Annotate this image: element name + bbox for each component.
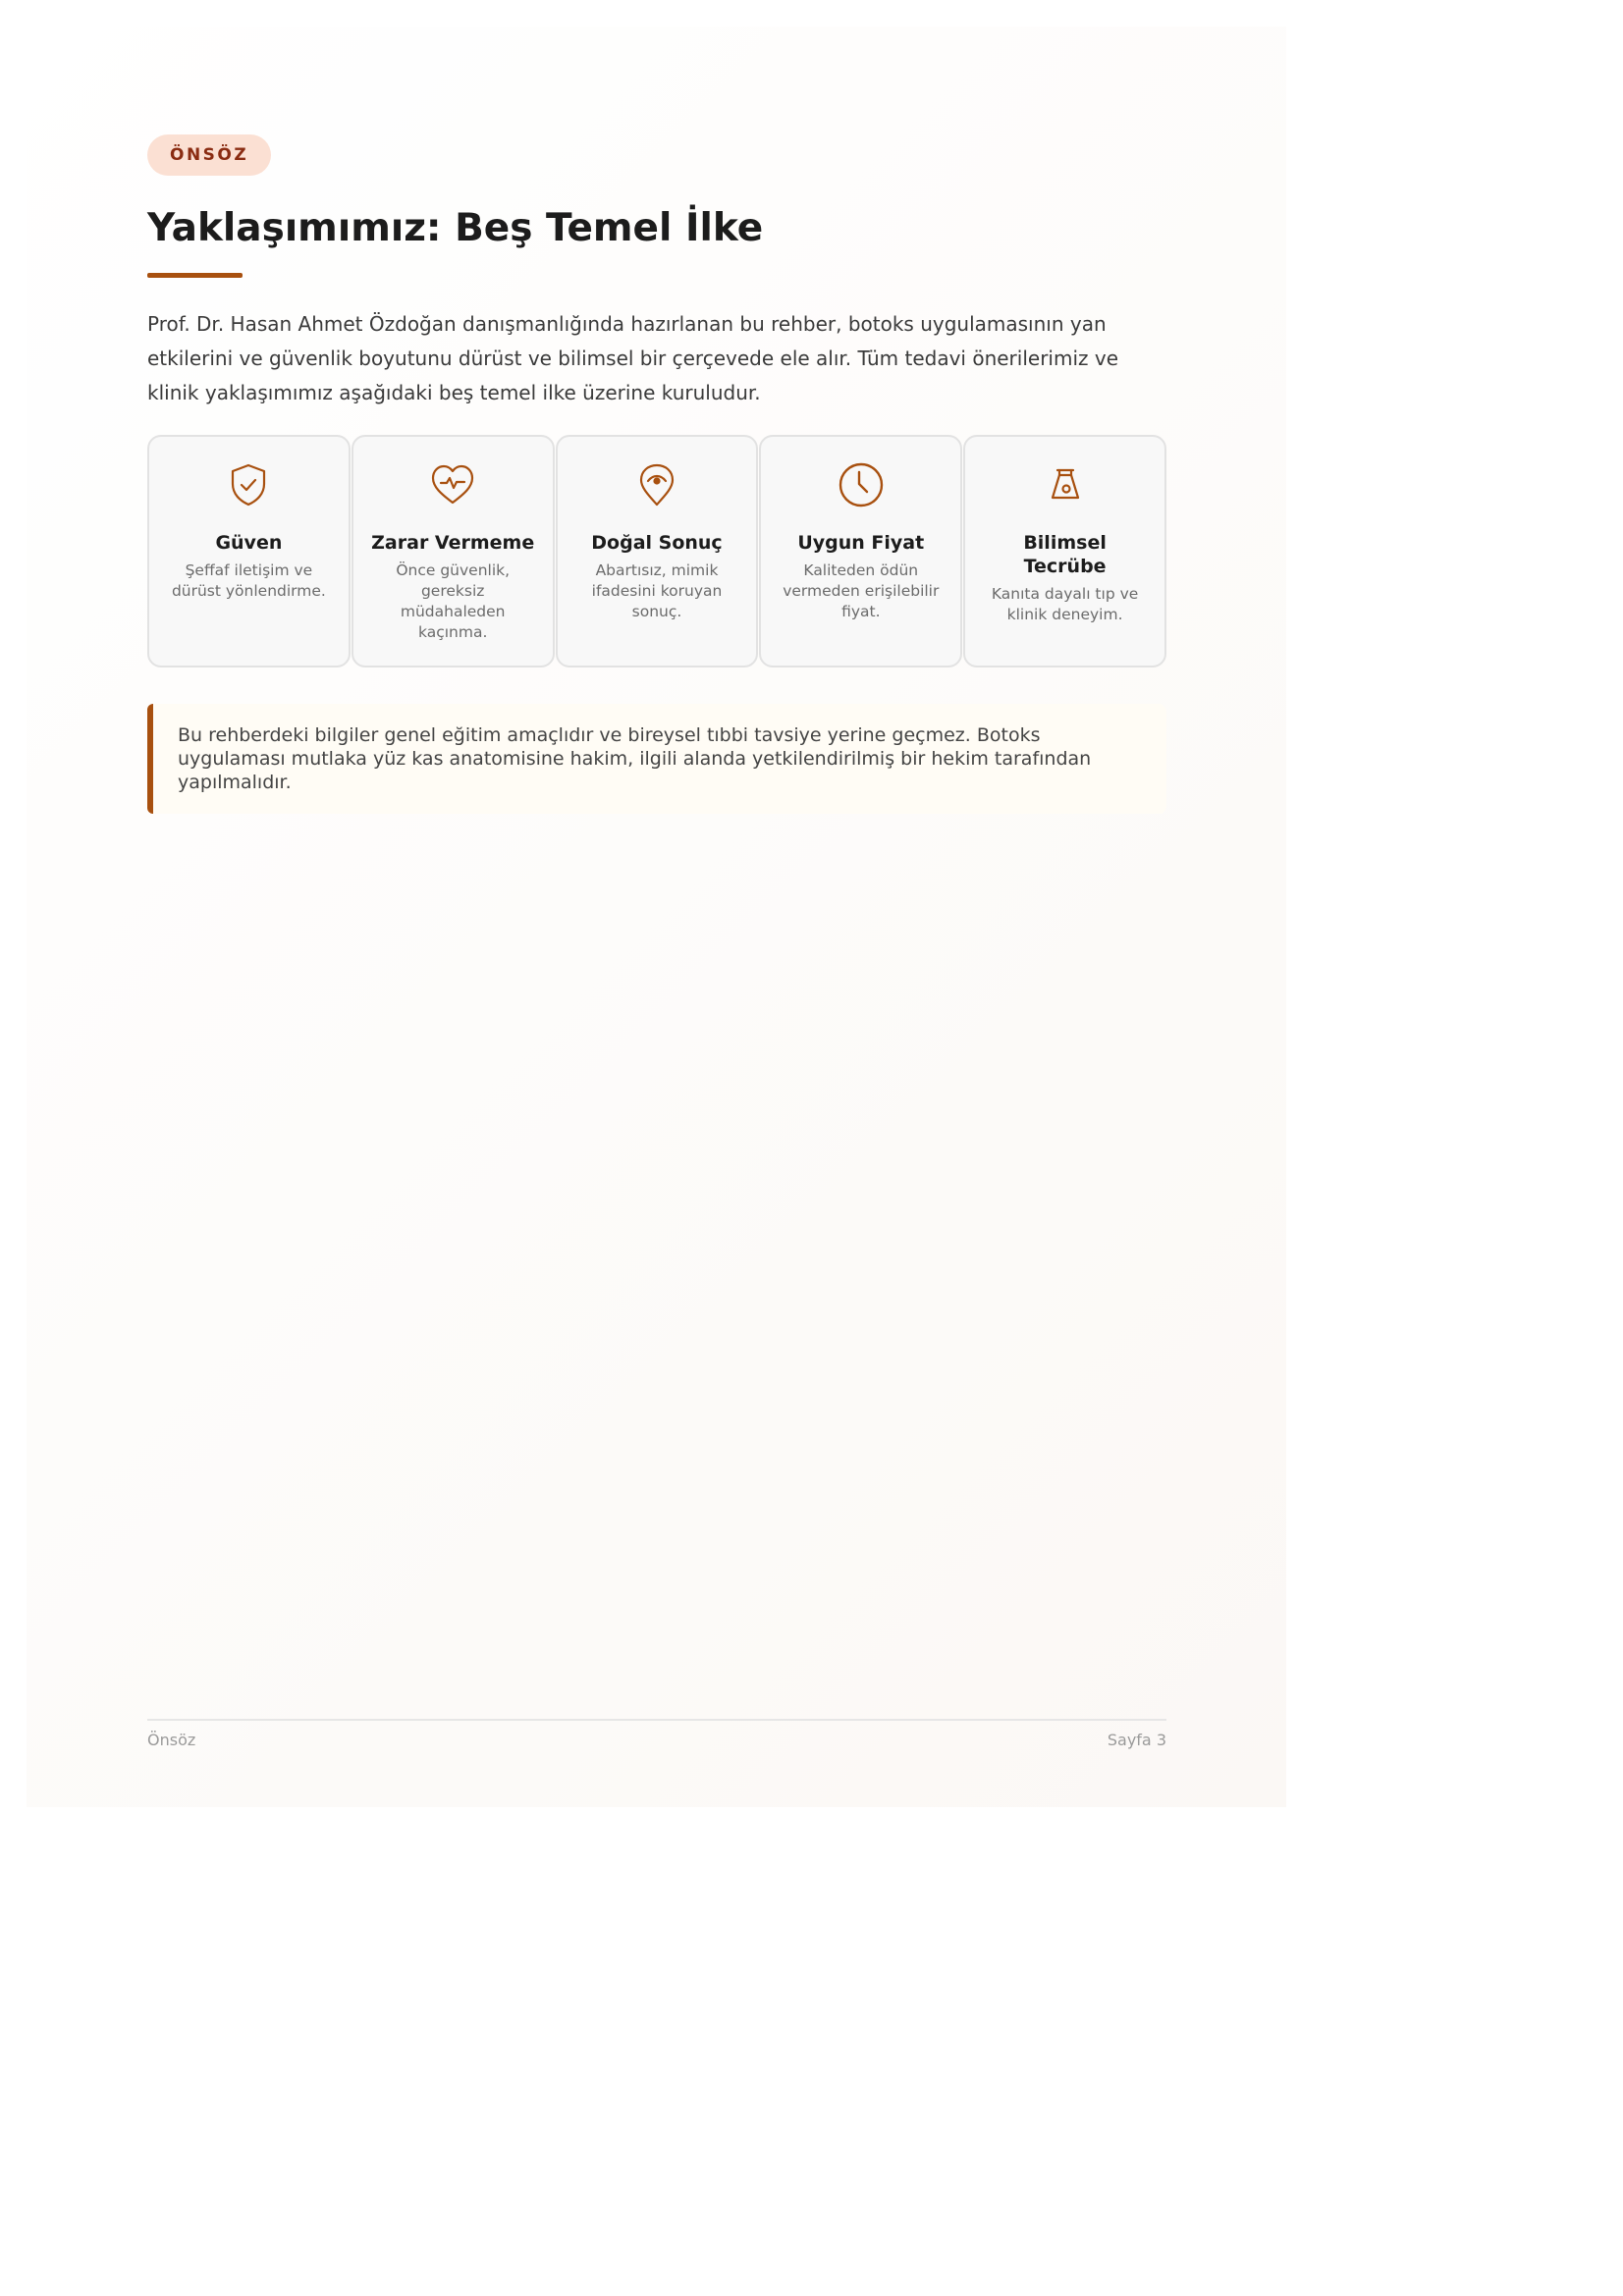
principle-card-guven: [147, 435, 351, 667]
principle-card-dogal-sonuc: [556, 435, 759, 667]
principle-card-zarar-vermeme: [352, 435, 555, 667]
principle-title: Güven: [215, 532, 283, 554]
flask-icon: [1042, 461, 1089, 508]
principle-description: Abartısız, mimik ifadesini koruyan sonuç.: [591, 561, 723, 620]
intro-paragraph: Prof. Dr. Hasan Ahmet Özdoğan danışmanlığında hazırlanan bu rehber, botoks uygulamasının yan etkilerini ve güvenlik boyutunu dürüst ve bilimsel bir çerçevede ele alır. Tüm tedavi önerilerimiz ve klinik yaklaşımımız aşağıdaki beş temel ilke üzerine kuruludur.: [147, 312, 1119, 404]
principle-description: Kanıta dayalı tıp ve klinik deneyim.: [991, 585, 1139, 623]
clock-icon: [838, 461, 885, 508]
principle-title: Uygun Fiyat: [797, 532, 925, 554]
principle-title: Zarar Vermeme: [371, 532, 535, 554]
section-badge: ÖNSÖZ: [147, 134, 271, 176]
principle-card-uygun-fiyat: [759, 435, 962, 667]
footer-section-label: Önsöz: [147, 1731, 196, 1749]
shield-check-icon: [225, 461, 272, 508]
page-content: [147, 134, 1166, 814]
principle-description: Kaliteden ödün vermeden erişilebilir fiyat.: [783, 561, 940, 620]
heart-pulse-icon: [429, 461, 476, 508]
location-eye-icon: [633, 461, 680, 508]
footer-page-number: Sayfa 3: [1107, 1731, 1166, 1749]
principle-card-bilimsel-tecrube: [963, 435, 1166, 667]
page-title: Yaklaşımımız: Beş Temel İlke: [147, 206, 764, 250]
disclaimer-callout: Bu rehberdeki bilgiler genel eğitim amaçlıdır ve bireysel tıbbi tavsiye yerine geçmez. Botoks uygulaması mutlaka yüz kas anatomisine hakim, ilgili alanda yetkilendirilmiş bir hekim tarafından yapılmalıdır.: [147, 704, 1166, 814]
principle-title: Bilimsel Tecrübe: [1023, 532, 1107, 577]
principle-description: Önce güvenlik, gereksiz müdahaleden kaçınma.: [396, 561, 511, 641]
principles-grid: [147, 435, 1166, 667]
document-page: [27, 27, 1286, 1807]
principle-description: Şeffaf iletişim ve dürüst yönlendirme.: [171, 561, 326, 600]
title-underline: [147, 273, 243, 278]
principle-title: Doğal Sonuç: [591, 532, 723, 554]
page-footer: [147, 1719, 1166, 1749]
